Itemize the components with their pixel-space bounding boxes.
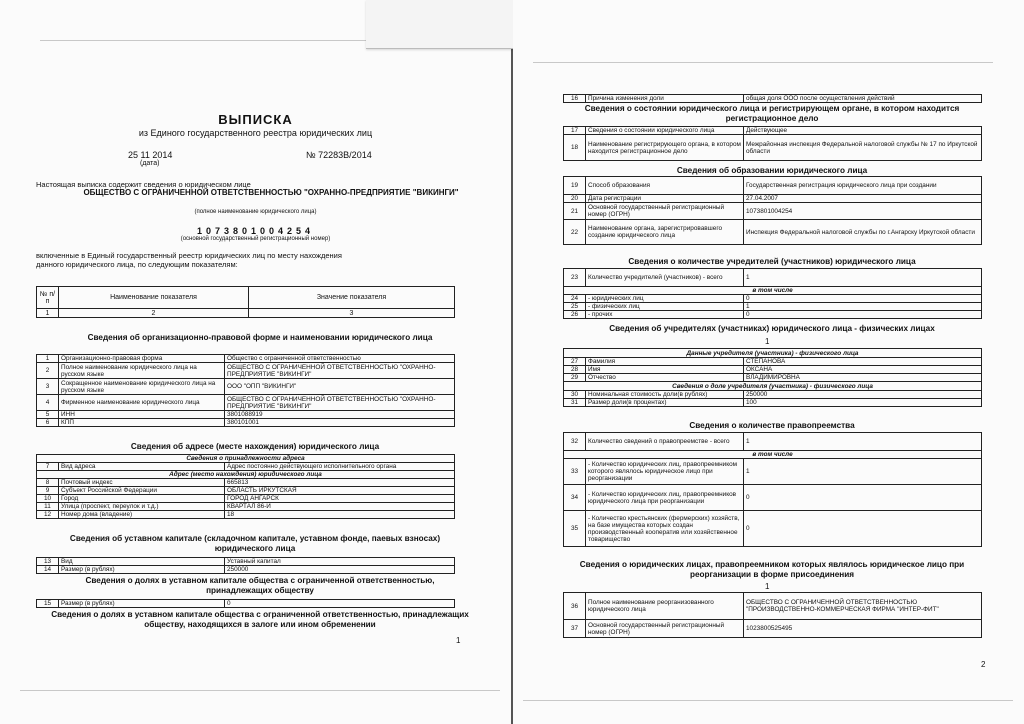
row-number: 8 [37,479,59,487]
row-number: 1 [37,355,59,363]
row-label: Номинальная стоимость доли(в рублях) [586,391,744,399]
status-table [563,126,982,161]
row-number: 31 [564,399,586,407]
section-title-formation: Сведения об образовании юридического лица [676,166,868,175]
row-label: Размер (в рублях) [59,600,225,608]
row-label: Почтовый индекс [59,479,225,487]
row-number: 35 [564,511,586,547]
col-index: 3 [249,309,455,318]
row-label: Сокращенное наименование юридического лица на русском языке [59,379,225,395]
row-number: 13 [37,558,59,566]
row-label: Наименование регистрирующего органа, в котором находится регистрационное дело [586,135,744,161]
table-row [564,593,982,620]
table-row [37,463,455,471]
founders-table [563,348,982,407]
section-title-pledged-shares: Сведения о долях в уставном капитале общества с ограниченной ответственностью, принадлежащих обществу, находящихся в залоге или ином обременении [51,610,469,629]
org-name-caption: (полное наименование юридического лица) [194,209,317,215]
row-value: Действующее [744,127,982,135]
row-label: - Количество крестьянских (фермерских) хозяйств, на базе имущества которых создан производственный кооператив или хозяйственное товарищество [586,511,744,547]
row-label: Причина изменения доли [586,95,744,103]
row-label: - юридических лиц [586,295,744,303]
row-number: 21 [564,203,586,220]
issue-date-caption: (дата) [140,160,160,167]
table-row [564,127,982,135]
col-index: 1 [37,309,59,318]
row-label: Организационно-правовая форма [59,355,225,363]
row-label: Основной государственный регистрационный номер (ОГРН) [586,620,744,638]
row-label: Способ образования [586,177,744,195]
share-change-table [563,94,982,103]
organization-name: ОБЩЕСТВО С ОГРАНИЧЕННОЙ ОТВЕТСТВЕННОСТЬЮ "ОХРАННО-ПРЕДПРИЯТИЕ "ВИКИНГИ" [83,188,459,197]
extract-number: № 72283В/2014 [306,150,372,160]
row-label: Вид адреса [59,463,225,471]
founders-count: 1 [765,337,770,346]
section-title-founders: Сведения об учредителях (участниках) юридического лица - физических лицах [609,324,935,333]
row-value: 0 [744,511,982,547]
scan-noise [20,690,500,691]
subheader-address-type: Сведения о принадлежности адреса [37,455,455,463]
table-row [37,419,455,427]
row-value: Инспекция Федеральной налоговой службы по г.Ангарску Иркутской области [744,220,982,245]
row-value: Общество с ограниченной ответственностью [225,355,455,363]
row-value: 3801088919 [225,411,455,419]
row-label: Фирменное наименование юридического лица [59,395,225,411]
row-number: 36 [564,593,586,620]
col-index: 2 [59,309,249,318]
row-label: Номер дома (владение) [59,511,225,519]
row-value: КВАРТАЛ 86-Й [225,503,455,511]
row-label: Сведения о состоянии юридического лица [586,127,744,135]
row-value: общая доля ООО после осуществления действий [744,95,982,103]
table-row [37,503,455,511]
row-label: Улица (проспект, переулок и т.д.) [59,503,225,511]
row-value: ОБЛАСТЬ ИРКУТСКАЯ [225,487,455,495]
row-value: 380101001 [225,419,455,427]
table-row [564,620,982,638]
page-2 [513,0,1024,724]
issue-date: 25 11 2014 [128,150,173,160]
row-value: 1 [744,269,982,287]
ogrn-caption: (основной государственный регистрационный номер) [180,236,331,242]
row-value: 100 [744,399,982,407]
row-label: - прочих [586,311,744,319]
table-row [564,358,982,366]
table-row [564,269,982,287]
col-value-header: Значение показателя [249,287,455,309]
row-number: 17 [564,127,586,135]
row-label: Количество сведений о правопреемстве - всего [586,433,744,451]
row-number: 24 [564,295,586,303]
scan-noise [523,700,1013,701]
row-label: Размер доли(в процентах) [586,399,744,407]
row-number: 15 [37,600,59,608]
table-row [564,366,982,374]
ogrn-number: 1073801004254 [196,226,315,236]
row-value: Уставный капитал [225,558,455,566]
document-subtitle: из Единого государственного реестра юридических лиц [138,128,373,138]
table-row [37,379,455,395]
table-row [37,566,455,574]
table-row [37,479,455,487]
row-value: 0 [225,600,455,608]
row-number: 10 [37,495,59,503]
row-number: 25 [564,303,586,311]
section-title-predecessors: Сведения о юридических лицах, правопреемником которых являлось юридическое лицо при реорганизации в форме присоединения [579,560,965,579]
table-row [564,203,982,220]
row-value: 250000 [744,391,982,399]
succession-table [563,432,982,547]
row-number: 26 [564,311,586,319]
page-number: 2 [981,660,986,669]
row-number: 12 [37,511,59,519]
table-row [37,495,455,503]
row-number: 27 [564,358,586,366]
row-label: Полное наименование реорганизованного юридического лица [586,593,744,620]
legal-form-table [36,354,455,427]
row-label: - Количество юридических лиц, правопреемников юридического лица при реорганизации [586,485,744,511]
row-number: 22 [564,220,586,245]
formation-table [563,176,982,245]
intro-text: Настоящая выписка содержит сведения о юридическом лице [36,180,251,189]
section-title-company-shares: Сведения о долях в уставном капитале общества с ограниченной ответственностью, принадлежащих обществу [85,576,435,595]
table-row [564,311,982,319]
row-value: ОБЩЕСТВО С ОГРАНИЧЕННОЙ ОТВЕТСТВЕННОСТЬЮ "ОХРАННО-ПРЕДПРИЯТИЕ "ВИКИНГИ" [225,363,455,379]
row-number: 6 [37,419,59,427]
row-number: 5 [37,411,59,419]
subheader-including: в том числе [564,287,982,295]
row-label: КПП [59,419,225,427]
col-number-header: № п/п [37,287,59,309]
row-value: ОБЩЕСТВО С ОГРАНИЧЕННОЙ ОТВЕТСТВЕННОСТЬЮ "ПРОИЗВОДСТВЕННО-КОММЕРЧЕСКАЯ ФИРМА "ИНТЕР-ФИТ" [744,593,982,620]
row-number: 23 [564,269,586,287]
table-row [37,395,455,411]
included-text: включенные в Единый государственный реестр юридических лиц по месту нахождения данного юридического лица, по следующим показателям: [36,251,342,269]
table-row [564,459,982,485]
table-row [37,511,455,519]
row-number: 20 [564,195,586,203]
row-value: 1 [744,303,982,311]
row-number: 3 [37,379,59,395]
document-title: ВЫПИСКА [218,112,293,127]
company-shares-table [36,599,455,608]
row-value: ОБЩЕСТВО С ОГРАНИЧЕННОЙ ОТВЕТСТВЕННОСТЬЮ "ОХРАННО-ПРЕДПРИЯТИЕ "ВИКИНГИ" [225,395,455,411]
row-number: 9 [37,487,59,495]
page-1 [0,0,511,724]
table-row [37,558,455,566]
row-label: Размер (в рублях) [59,566,225,574]
table-row [564,391,982,399]
row-value: 18 [225,511,455,519]
row-value: СТЕПАНОВА [744,358,982,366]
row-value: 250000 [225,566,455,574]
table-row [564,399,982,407]
scan-noise [533,62,993,63]
row-number: 19 [564,177,586,195]
row-value: Межрайонная инспекция Федеральной налоговой службы № 17 по Иркутской области [744,135,982,161]
subheader-including: в том числе [564,451,982,459]
row-label: - Количество юридических лиц, правопреемником которого являлось юридическое лицо при реорганизации [586,459,744,485]
row-number: 16 [564,95,586,103]
subheader-address-location: Адрес (место нахождения) юридического лица [37,471,455,479]
predecessors-table [563,592,982,638]
row-label: Имя [586,366,744,374]
section-title-legal-form: Сведения об организационно-правовой форме и наименовании юридического лица [87,333,433,342]
table-row [564,433,982,451]
table-row [564,195,982,203]
row-number: 14 [37,566,59,574]
table-row [564,95,982,103]
row-value: ОКСАНА [744,366,982,374]
row-label: Фамилия [586,358,744,366]
table-row [564,374,982,382]
row-number: 11 [37,503,59,511]
row-number: 29 [564,374,586,382]
row-value: 1 [744,459,982,485]
row-value: ВЛАДИМИРОВНА [744,374,982,382]
row-value: 0 [744,485,982,511]
col-name-header: Наименование показателя [59,287,249,309]
row-value: 27.04.2007 [744,195,982,203]
row-value: ГОРОД АНГАРСК [225,495,455,503]
capital-table [36,557,455,574]
table-row [37,411,455,419]
row-label: Отчество [586,374,744,382]
section-title-founders-count: Сведения о количестве учредителей (участников) юридического лица [628,257,916,266]
row-value: 1073801004254 [744,203,982,220]
table-row [564,303,982,311]
row-number: 4 [37,395,59,411]
row-value: 0 [744,311,982,319]
row-number: 33 [564,459,586,485]
table-row [564,220,982,245]
row-value: 1023800525495 [744,620,982,638]
address-table [36,454,455,519]
table-row [37,363,455,379]
section-title-address: Сведения об адресе (месте нахождения) юридического лица [130,442,380,451]
predecessors-count: 1 [765,582,770,591]
row-number: 2 [37,363,59,379]
row-number: 34 [564,485,586,511]
row-label: Город [59,495,225,503]
table-row [564,177,982,195]
row-label: ИНН [59,411,225,419]
table-row [37,600,455,608]
column-header-table [36,286,455,318]
table-row [37,487,455,495]
row-number: 7 [37,463,59,471]
row-label: Наименование органа, зарегистрировавшего создание юридического лица [586,220,744,245]
row-label: - физических лиц [586,303,744,311]
row-value: Государственная регистрация юридического лица при создании [744,177,982,195]
row-number: 18 [564,135,586,161]
section-title-succession: Сведения о количестве правопреемства [689,421,855,430]
row-label: Субъект Российской Федерации [59,487,225,495]
row-number: 28 [564,366,586,374]
subheader-founder-share: Сведения о доле учредителя (участника) - физического лица [564,382,982,391]
founders-count-table [563,268,982,319]
row-value: 665813 [225,479,455,487]
row-value: 1 [744,433,982,451]
table-row [564,485,982,511]
table-row [564,511,982,547]
row-label: Дата регистрации [586,195,744,203]
row-label: Вид [59,558,225,566]
section-title-status: Сведения о состоянии юридического лица и регистрирующем органе, в котором находится регистрационное дело [584,104,960,123]
table-row [564,135,982,161]
row-number: 30 [564,391,586,399]
row-value: 0 [744,295,982,303]
row-value: ООО "ОПП "ВИКИНГИ" [225,379,455,395]
page-number: 1 [456,636,461,645]
table-row [564,295,982,303]
row-label: Основной государственный регистрационный номер (ОГРН) [586,203,744,220]
row-value: Адрес постоянно действующего исполнительного органа [225,463,455,471]
row-number: 32 [564,433,586,451]
row-label: Количество учредителей (участников) - всего [586,269,744,287]
subheader-founder-data: Данные учредителя (участника) - физического лица [564,349,982,358]
row-label: Полное наименование юридического лица на русском языке [59,363,225,379]
row-number: 37 [564,620,586,638]
table-row [37,355,455,363]
section-title-capital: Сведения об уставном капитале (складочном капитале, уставном фонде, паевых взносах) юридического лица [69,534,441,553]
